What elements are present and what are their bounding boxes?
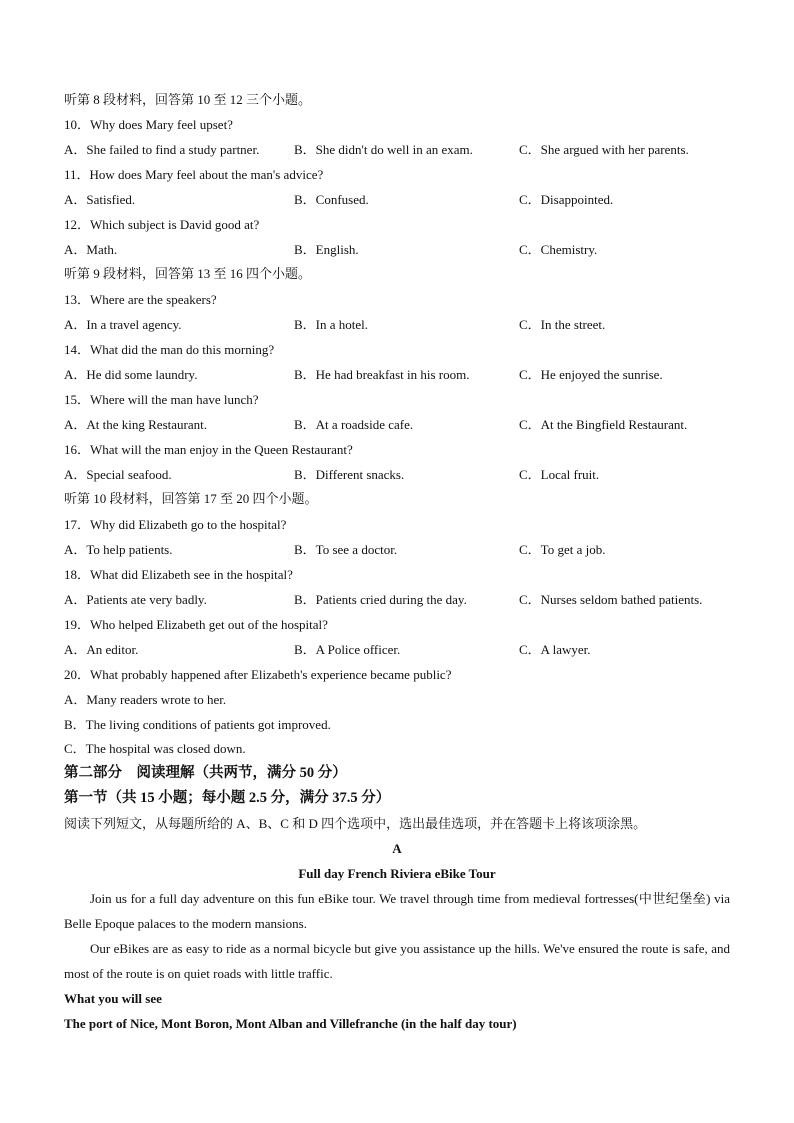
q20-option-c: C．The hospital was closed down. [64,741,246,756]
question-17: 17．Why did Elizabeth go to the hospital? [64,517,287,532]
q12-option-a: A．Math. [64,242,118,257]
question-18: 18．What did Elizabeth see in the hospital? [64,567,293,582]
q11-option-b: B．Confused. [294,192,369,207]
question-16: 16．What will the man enjoy in the Queen Restaurant? [64,442,353,457]
q20-option-a: A．Many readers wrote to her. [64,692,227,707]
question-13: 13．Where are the speakers? [64,292,217,307]
q19-option-c: C．A lawyer. [519,642,591,657]
q18-option-c: C．Nurses seldom bathed patients. [519,592,703,607]
q12-option-b: B．English. [294,242,359,257]
passage-paragraph-2: Our eBikes are as easy to ride as a normal bicycle but give you assistance up the hills. We've ensured the route is safe, and most of the route is on quiet roads with little traffic. [64,941,730,981]
q14-option-c: C．He enjoyed the sunrise. [519,367,663,382]
q15-option-a: A．At the king Restaurant. [64,417,207,432]
passage-subtext: The port of Nice, Mont Boron, Mont Alban and Villefranche (in the half day tour) [64,1016,517,1031]
question-10: 10．Why does Mary feel upset? [64,117,233,132]
q10-option-a: A．She failed to find a study partner. [64,142,260,157]
part-two-title: 第二部分 阅读理解（共两节，满分 50 分） [64,765,347,781]
q18-option-b: B．Patients cried during the day. [294,592,467,607]
q20-option-b: B．The living conditions of patients got improved. [64,717,331,732]
question-19: 19．Who helped Elizabeth get out of the hospital? [64,617,328,632]
q17-option-b: B．To see a doctor. [294,542,398,557]
passage-letter: A [392,841,402,856]
reading-instructions: 阅读下列短文，从每题所给的 A、B、C 和 D 四个选项中，选出最佳选项，并在答题卡上将该项涂黑。 [64,816,647,831]
q13-option-a: A．In a travel agency. [64,317,182,332]
q16-option-c: C．Local fruit. [519,467,600,482]
question-14: 14．What did the man do this morning? [64,342,275,357]
q13-option-c: C．In the street. [519,317,606,332]
q13-option-b: B．In a hotel. [294,317,369,332]
question-15: 15．Where will the man have lunch? [64,392,259,407]
q16-option-b: B．Different snacks. [294,467,405,482]
q16-option-a: A．Special seafood. [64,467,172,482]
q17-option-c: C．To get a job. [519,542,606,557]
passage-title: Full day French Riviera eBike Tour [298,866,496,881]
q10-option-b: B．She didn't do well in an exam. [294,142,473,157]
q19-option-b: B．A Police officer. [294,642,401,657]
q14-option-a: A．He did some laundry. [64,367,198,382]
section9-intro: 听第 9 段材料，回答第 13 至 16 四个小题。 [64,266,312,281]
q11-option-a: A．Satisfied. [64,192,136,207]
q14-option-b: B．He had breakfast in his room. [294,367,470,382]
q12-option-c: C．Chemistry. [519,242,598,257]
q17-option-a: A．To help patients. [64,542,173,557]
q11-option-c: C．Disappointed. [519,192,614,207]
q10-option-c: C．She argued with her parents. [519,142,689,157]
question-12: 12．Which subject is David good at? [64,217,260,232]
section8-intro: 听第 8 段材料，回答第 10 至 12 三个小题。 [64,92,312,107]
question-20: 20．What probably happened after Elizabeth's experience became public? [64,667,452,682]
passage-subheading: What you will see [64,991,162,1006]
passage-paragraph-1: Join us for a full day adventure on this fun eBike tour. We travel through time from medieval fortresses(中世纪堡垒) via Belle Epoque palaces to the modern mansions. [64,891,730,931]
q18-option-a: A．Patients ate very badly. [64,592,207,607]
q15-option-b: B．At a roadside cafe. [294,417,414,432]
q15-option-c: C．At the Bingfield Restaurant. [519,417,688,432]
section-one-title: 第一节（共 15 小题；每小题 2.5 分，满分 37.5 分） [64,790,391,806]
question-11: 11．How does Mary feel about the man's advice? [64,167,324,182]
section10-intro: 听第 10 段材料，回答第 17 至 20 四个小题。 [64,491,318,506]
q19-option-a: A．An editor. [64,642,139,657]
